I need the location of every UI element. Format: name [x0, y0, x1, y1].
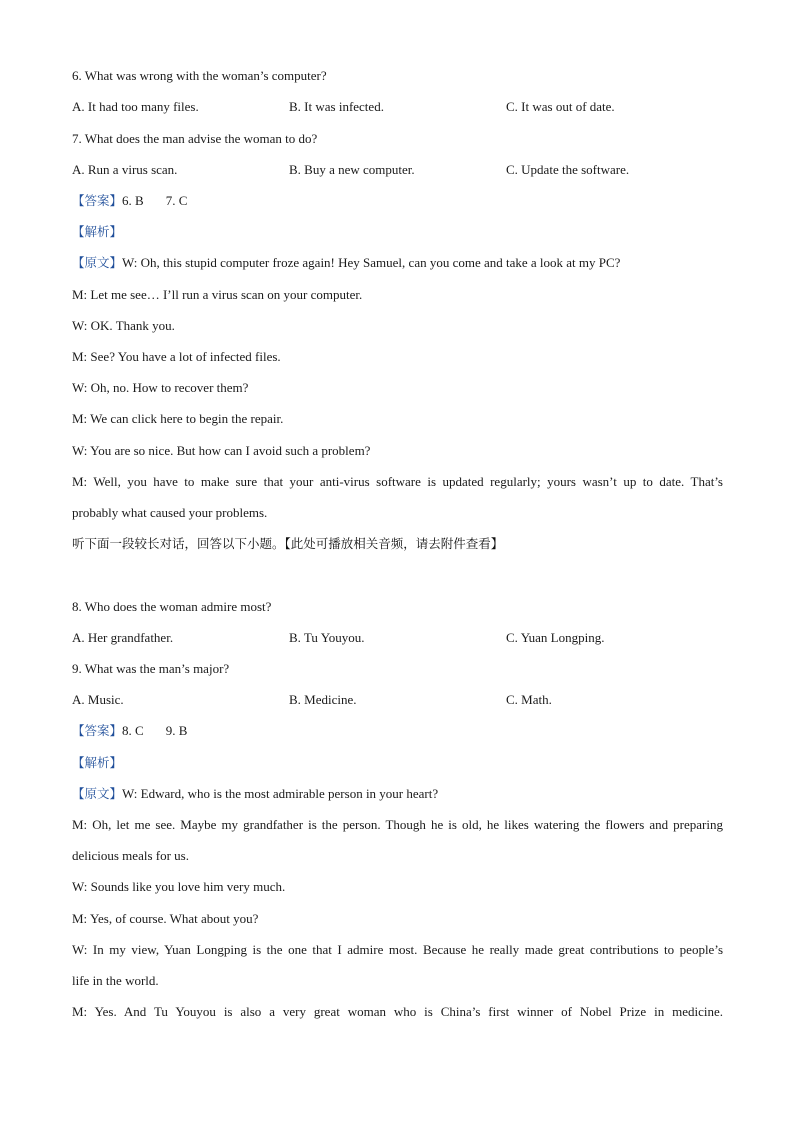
transcript-text: W: Oh, this stupid computer froze again! Hey Samuel, can you come and take a look at my PC? — [122, 255, 621, 270]
transcript-label: 【原文】 — [72, 786, 123, 801]
q8-option-c: C. Yuan Longping. — [506, 630, 605, 645]
answer-block-1 — [72, 193, 187, 209]
transcript-line: W: Oh, no. How to recover them? — [72, 380, 249, 395]
transcript-line: W: In my view, Yuan Longping is the one that I admire most. Because he really made great contributions to people’s — [72, 942, 723, 957]
answer-label: 【答案】 — [72, 723, 123, 738]
transcript-line: probably what caused your problems. — [72, 505, 268, 520]
q7-option-a: A. Run a virus scan. — [72, 162, 178, 177]
q6-option-a: A. It had too many files. — [72, 99, 199, 114]
q8-option-b: B. Tu Youyou. — [289, 630, 365, 645]
transcript-line: W: You are so nice. But how can I avoid such a problem? — [72, 443, 371, 458]
q9-option-a: A. Music. — [72, 692, 124, 707]
analysis-label: 【解析】 — [72, 224, 123, 239]
q6-option-c: C. It was out of date. — [506, 99, 615, 114]
transcript-line: M: Well, you have to make sure that your anti-virus software is updated regularly; yours wasn’t up to date. That’s — [72, 474, 723, 489]
answer-block-2 — [72, 723, 187, 739]
transcript-label: 【原文】 — [72, 255, 123, 270]
transcript-line: M: Oh, let me see. Maybe my grandfather is the person. Though he is old, he likes watering the flowers and preparing — [72, 817, 723, 832]
answer-value: 6. B — [122, 193, 144, 208]
transcript-line: M: Let me see… I’ll run a virus scan on your computer. — [72, 287, 363, 302]
transcript-line: W: OK. Thank you. — [72, 318, 175, 333]
q6-option-b: B. It was infected. — [289, 99, 384, 114]
answer-value: 8. C — [122, 723, 144, 738]
transcript-line: delicious meals for us. — [72, 848, 189, 863]
q9-option-c: C. Math. — [506, 692, 552, 707]
question-9: 9. What was the man’s major? — [72, 661, 230, 676]
answer-label: 【答案】 — [72, 193, 123, 208]
transcript-line: M: Yes, of course. What about you? — [72, 911, 259, 926]
transcript-line: M: See? You have a lot of infected files. — [72, 349, 281, 364]
question-7: 7. What does the man advise the woman to do? — [72, 131, 318, 146]
listening-instruction: 听下面一段较长对话，回答以下小题。【此处可播放相关音频，请去附件查看】 — [72, 536, 504, 551]
q7-option-b: B. Buy a new computer. — [289, 162, 415, 177]
q9-option-b: B. Medicine. — [289, 692, 357, 707]
transcript-first-line — [72, 255, 620, 271]
question-8: 8. Who does the woman admire most? — [72, 599, 272, 614]
answer-value: 7. C — [165, 193, 188, 208]
transcript-line: life in the world. — [72, 973, 159, 988]
question-6: 6. What was wrong with the woman’s computer? — [72, 68, 327, 83]
transcript-line: M: Yes. And Tu Youyou is also a very great woman who is China’s first winner of Nobel Prize in medicine. — [72, 1004, 723, 1019]
analysis-label: 【解析】 — [72, 755, 123, 770]
transcript-first-line — [72, 786, 438, 802]
q7-option-c: C. Update the software. — [506, 162, 630, 177]
transcript-line: W: Sounds like you love him very much. — [72, 879, 286, 894]
answer-value: 9. B — [165, 723, 188, 738]
transcript-line: M: We can click here to begin the repair. — [72, 411, 284, 426]
transcript-text: W: Edward, who is the most admirable person in your heart? — [122, 786, 439, 801]
q8-option-a: A. Her grandfather. — [72, 630, 174, 645]
